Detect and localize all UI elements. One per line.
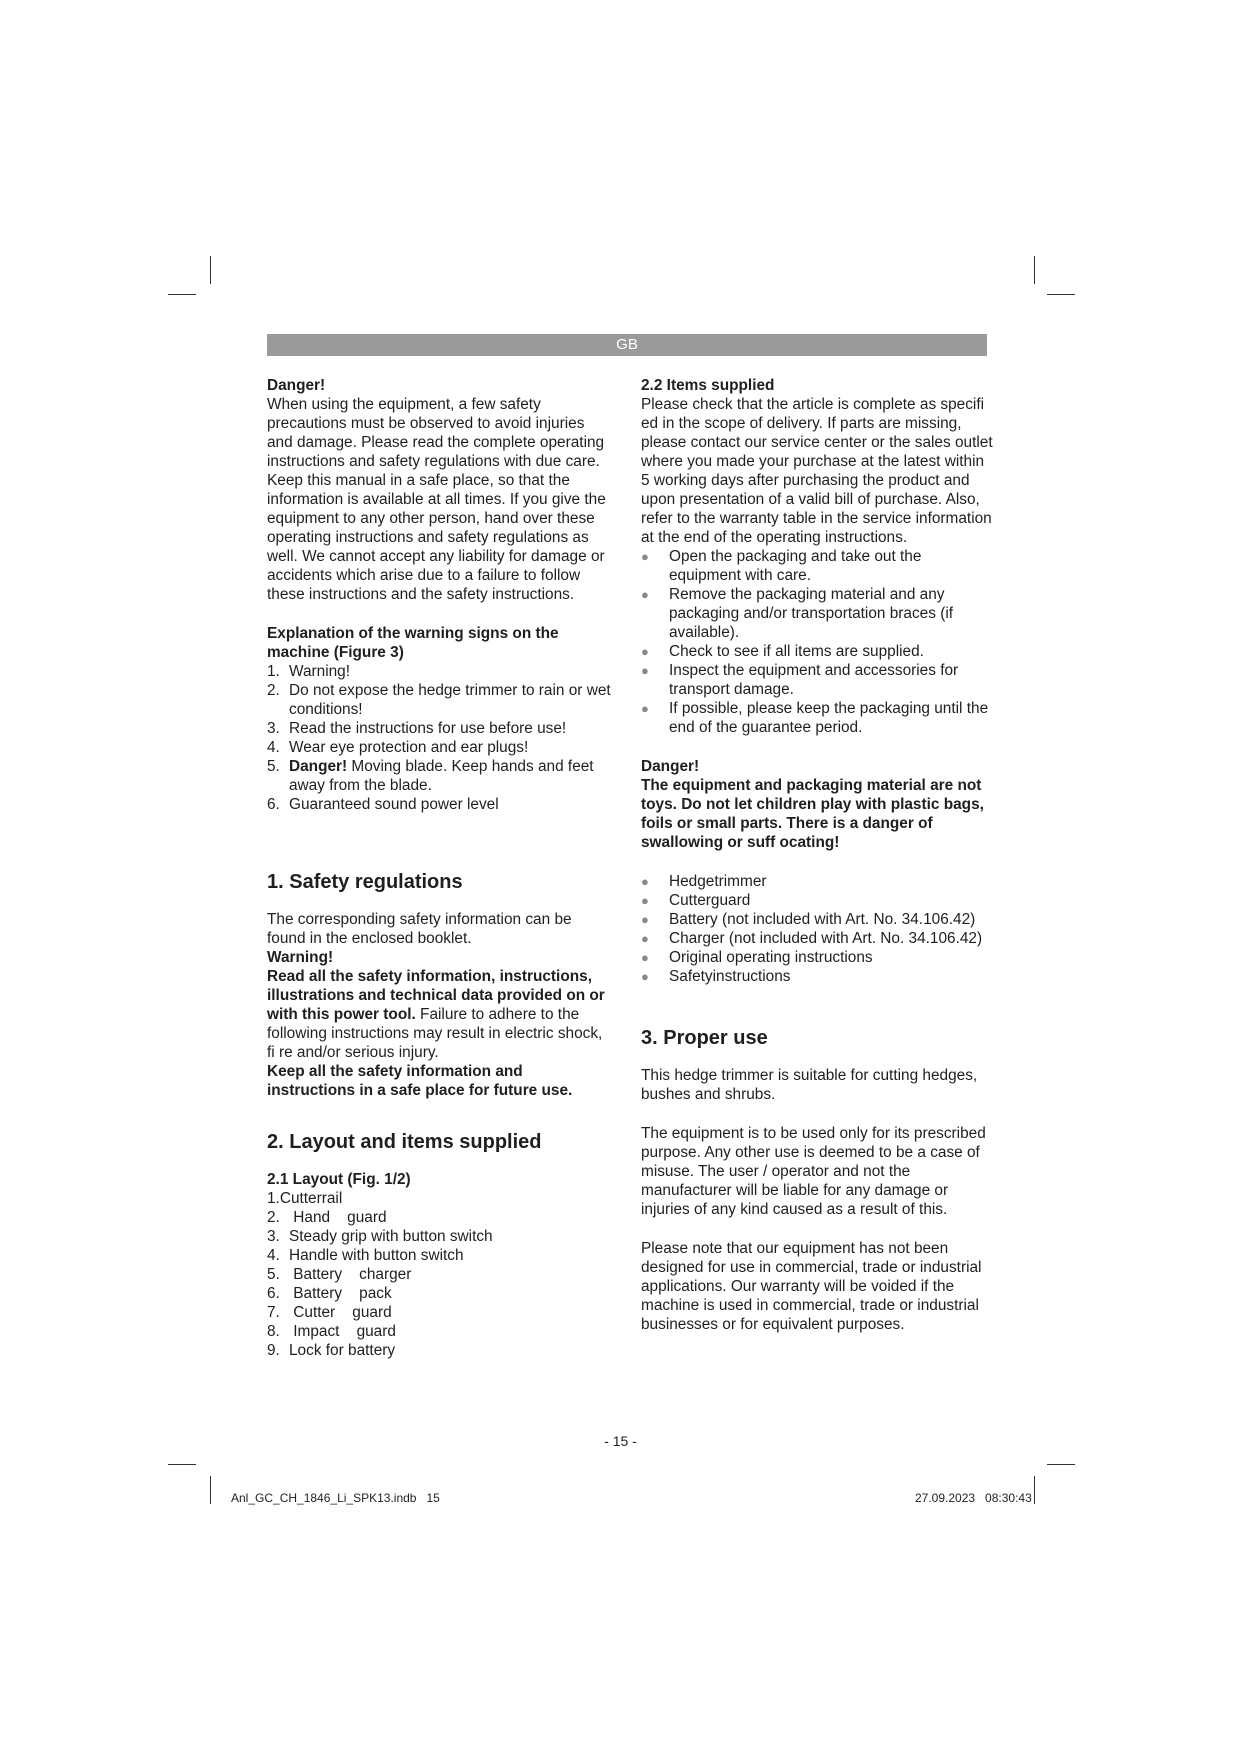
- list-item: ● Hedgetrimmer: [641, 873, 767, 890]
- list-item: ● Remove the packaging material and any packaging and/or transportation braces (if available).: [641, 586, 954, 641]
- bullet-icon: ●: [641, 701, 649, 716]
- list-item: ● Original operating instructions: [641, 949, 873, 966]
- danger-2-heading: Danger!: [641, 758, 700, 775]
- list-item: ● Charger (not included with Art. No. 34.106.42): [641, 930, 983, 947]
- section-3-paragraph-1: This hedge trimmer is suitable for cutting hedges, bushes and shrubs.: [641, 1067, 978, 1103]
- list-item: 1. Warning!: [267, 663, 351, 680]
- right-column: [641, 376, 996, 1334]
- list-item: 5. Battery charger: [267, 1266, 412, 1283]
- layout-list: [267, 1189, 612, 1360]
- crop-mark: [210, 1476, 211, 1504]
- list-item: ● Inspect the equipment and accessories for transport damage.: [641, 662, 959, 698]
- list-item: 1.Cutterrail: [267, 1190, 343, 1207]
- list-item: 6. Guaranteed sound power level: [267, 796, 499, 813]
- crop-mark: [1034, 256, 1035, 284]
- bullet-icon: ●: [641, 950, 649, 965]
- bullet-icon: ●: [641, 931, 649, 946]
- crop-mark: [168, 294, 196, 295]
- section-2-2-paragraph: Please check that the article is complete as specifi ed in the scope of delivery. If parts are missing, please contact our service center or the sales outlet where you made your purchase at the latest within 5 working days after purchasing the product and upon presentation of a valid bill of purchase. Also, refer to the warranty table in the service information at the end of the operating instructions.: [641, 396, 993, 546]
- list-item: 3. Read the instructions for use before use!: [267, 720, 567, 737]
- bullet-icon: ●: [641, 663, 649, 678]
- bullet-icon: ●: [641, 587, 649, 602]
- section-2-2-heading: 2.2 Items supplied: [641, 377, 775, 394]
- list-item: 8. Impact guard: [267, 1323, 396, 1340]
- crop-mark: [210, 256, 211, 284]
- list-item: 3. Steady grip with button switch: [267, 1228, 493, 1245]
- list-item: 5. Danger! Moving blade. Keep hands and feet away from the blade.: [267, 758, 594, 794]
- language-code: GB: [616, 336, 638, 353]
- section-1-paragraph: The corresponding safety information can be found in the enclosed booklet.: [267, 911, 572, 947]
- section-1-warning: Warning!: [267, 949, 334, 966]
- crop-mark: [168, 1464, 196, 1465]
- bullet-icon: ●: [641, 874, 649, 889]
- list-item: ● Check to see if all items are supplied.: [641, 643, 924, 660]
- danger-heading: Danger!: [267, 377, 326, 394]
- supplied-list: [641, 872, 996, 986]
- section-1-keep-text: Keep all the safety information and instructions in a safe place for future use.: [267, 1063, 573, 1099]
- page-number: - 15 -: [604, 1433, 637, 1449]
- list-item: 4. Handle with button switch: [267, 1247, 464, 1264]
- section-3-paragraph-3: Please note that our equipment has not been designed for use in commercial, trade or industrial applications. Our warranty will be voided if the machine is used in commercial, trade or industrial businesses or for equivalent purposes.: [641, 1240, 982, 1333]
- file-name: Anl_GC_CH_1846_Li_SPK13.indb 15: [231, 1491, 440, 1505]
- bullet-icon: ●: [641, 969, 649, 984]
- section-2-1-heading: 2.1 Layout (Fig. 1/2): [267, 1171, 411, 1188]
- list-item: 6. Battery pack: [267, 1285, 392, 1302]
- crop-mark: [1034, 1476, 1035, 1504]
- danger-2-paragraph: The equipment and packaging material are not toys. Do not let children play with plastic bags, foils or small parts. There is a danger of swallowing or suff ocating!: [641, 777, 984, 851]
- section-1-warning-text: Read all the safety information, instructions, illustrations and technical data provided on or with this power tool. Failure to adhere to the following instructions may result in electric shock, fi re and/or serious injury.: [267, 968, 605, 1061]
- crop-mark: [1047, 294, 1075, 295]
- list-item: ● Open the packaging and take out the equipment with care.: [641, 548, 922, 584]
- danger-paragraph: When using the equipment, a few safety precautions must be observed to avoid injuries and damage. Please read the complete operating instructions and safety regulations with due care. Keep this manual in a safe place, so that the information is available at all times. If you give the equipment to any other person, hand over these operating instructions and safety regulations as well. We cannot accept any liability for damage or accidents which arise due to a failure to follow these instructions and the safety instructions.: [267, 396, 606, 603]
- list-item: ● Safetyinstructions: [641, 968, 791, 985]
- section-3-heading: 3. Proper use: [641, 1027, 768, 1049]
- list-item: ● Battery (not included with Art. No. 34.106.42): [641, 911, 976, 928]
- left-column: [267, 376, 612, 1360]
- list-item: 2. Do not expose the hedge trimmer to rain or wet conditions!: [267, 682, 611, 718]
- bullet-icon: ●: [641, 549, 649, 564]
- list-item: 4. Wear eye protection and ear plugs!: [267, 739, 529, 756]
- bullet-icon: ●: [641, 912, 649, 927]
- print-datetime: 27.09.2023 08:30:43: [915, 1491, 1032, 1505]
- language-header-bar: [267, 334, 987, 356]
- list-item: 2. Hand guard: [267, 1209, 387, 1226]
- bullet-icon: ●: [641, 644, 649, 659]
- list-item: 7. Cutter guard: [267, 1304, 392, 1321]
- warning-signs-list: [267, 662, 612, 814]
- check-list: [641, 547, 996, 737]
- list-item: 9. Lock for battery: [267, 1342, 396, 1359]
- list-item: ● If possible, please keep the packaging until the end of the guarantee period.: [641, 700, 989, 736]
- section-2-heading: 2. Layout and items supplied: [267, 1131, 542, 1153]
- bullet-icon: ●: [641, 893, 649, 908]
- section-3-paragraph-2: The equipment is to be used only for its prescribed purpose. Any other use is deemed to be a case of misuse. The user / operator and not the manufacturer will be liable for any damage or injuries of any kind caused as a result of this.: [641, 1125, 986, 1218]
- list-item: ● Cutterguard: [641, 892, 751, 909]
- section-1-heading: 1. Safety regulations: [267, 871, 463, 893]
- crop-mark: [1047, 1464, 1075, 1465]
- warning-signs-heading: Explanation of the warning signs on the machine (Figure 3): [267, 625, 559, 661]
